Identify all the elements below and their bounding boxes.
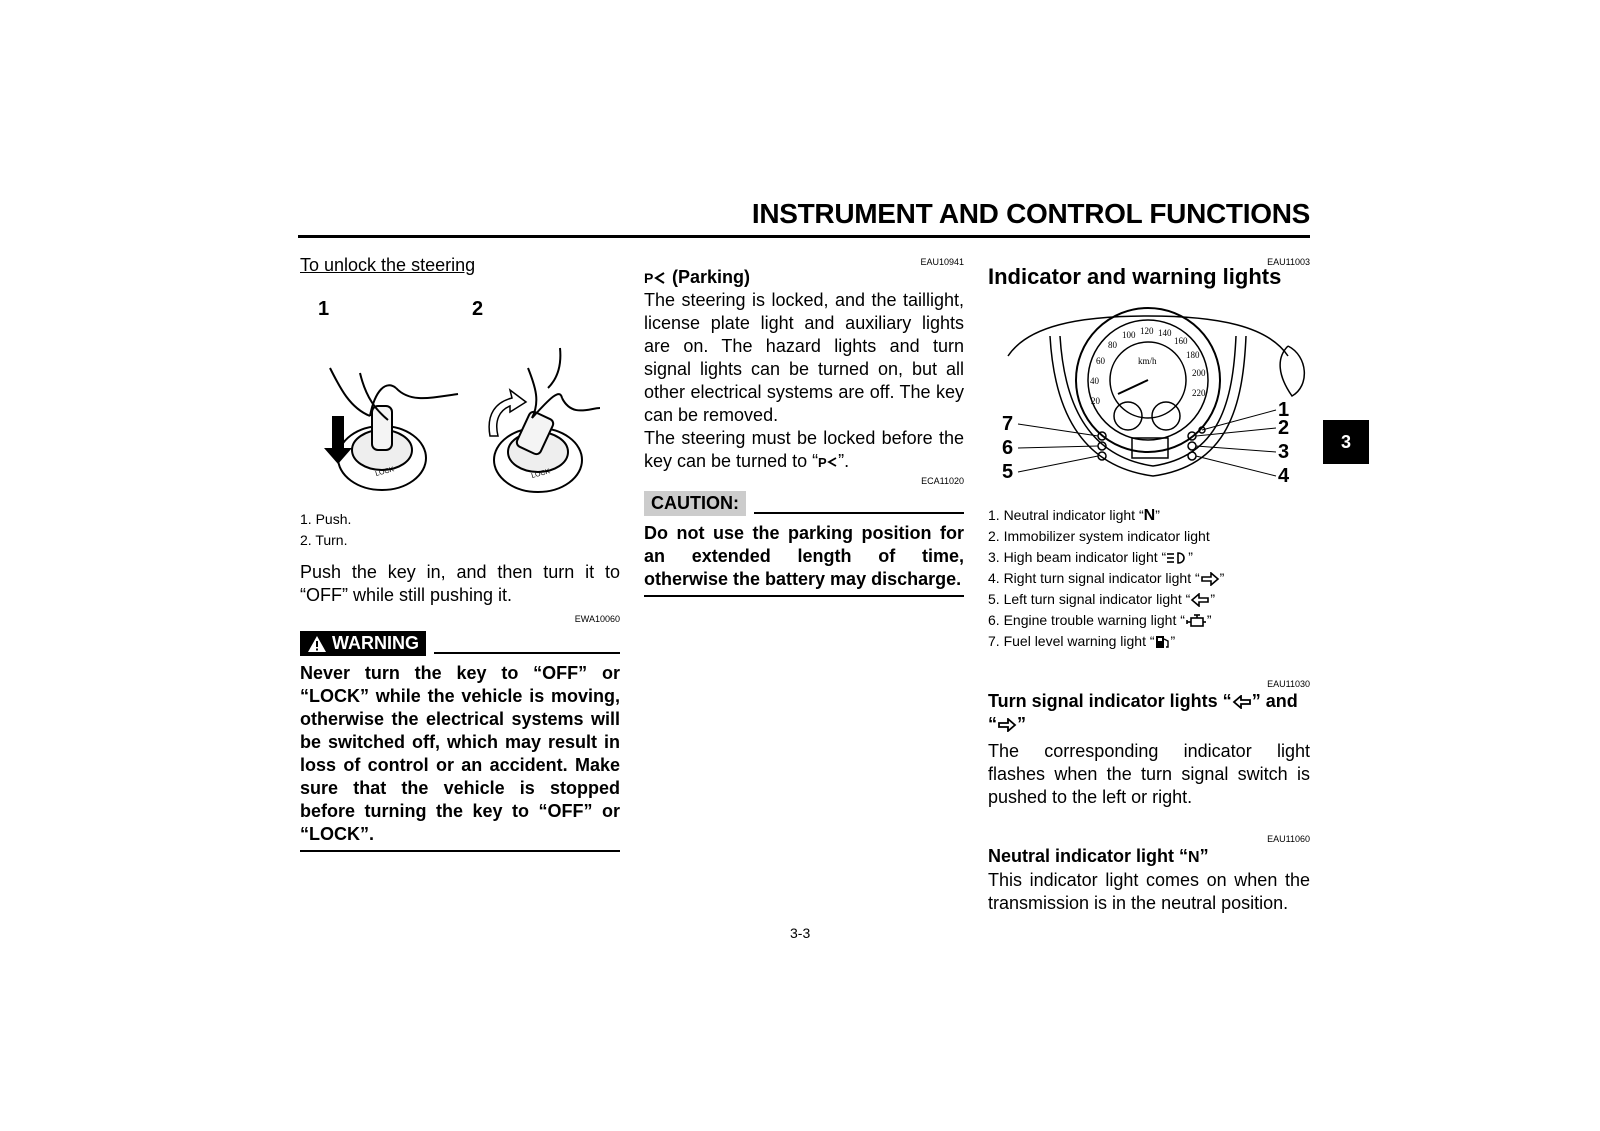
right-arrow-icon: [1200, 572, 1220, 586]
turn-signal-code: EAU11030: [1267, 679, 1310, 689]
turn-title-part: ” and “: [988, 691, 1298, 734]
figure-labels: [300, 298, 620, 328]
neutral-n-icon: N: [1143, 507, 1156, 524]
list-item-end: ”: [1155, 507, 1160, 523]
parking-symbol-p: P: [644, 269, 654, 286]
warning-code: EWA10060: [574, 614, 620, 624]
left-arrow-icon: [1190, 593, 1210, 607]
callout-7: 7: [1002, 413, 1014, 435]
list-item-left-turn: [988, 589, 1310, 610]
caution-text: Do not use the parking position for an extended length of time, otherwise the battery may discharge.: [644, 516, 964, 597]
speed-unit: km/h: [1138, 356, 1157, 366]
high-beam-icon: [1166, 551, 1188, 565]
list-item-high-beam: [988, 547, 1310, 568]
neutral-title-part: Neutral indicator light “: [988, 846, 1189, 866]
indicator-code: EAU11003: [1267, 257, 1310, 267]
middle-column: [644, 250, 964, 597]
caution-badge: CAUTION:: [644, 491, 746, 516]
list-item-engine: [988, 610, 1310, 631]
page-header: [298, 198, 1310, 238]
neutral-text: This indicator light comes on when the transmission is in the neutral position.: [988, 870, 1310, 913]
warning-badge: [300, 631, 426, 656]
key-unlock-illustration: [300, 328, 620, 493]
list-item-text: 4. Right turn signal indicator light “: [988, 570, 1200, 586]
right-column: [988, 250, 1310, 915]
list-item-text: 2. Immobilizer system indicator light: [988, 528, 1210, 544]
neutral-title: [988, 845, 1310, 869]
engine-icon: [1185, 614, 1207, 628]
speed-tick: 60: [1096, 356, 1105, 366]
unlock-steering-subheading: To unlock the steering: [300, 255, 476, 275]
speed-tick: 180: [1186, 350, 1200, 360]
speed-tick: 80: [1108, 340, 1117, 350]
parking-code: EAU10941: [920, 257, 964, 267]
list-item-end: ”: [1188, 549, 1193, 565]
instrument-cluster-illustration: [988, 296, 1310, 496]
parking-heading-text: (Parking): [672, 267, 751, 287]
lock-marking-2: LOCK: [530, 468, 551, 480]
speed-tick: 100: [1122, 330, 1136, 340]
parking-inline-p: P: [818, 455, 827, 470]
parking-symbol-inline-icon: [818, 455, 838, 469]
left-column: [300, 250, 620, 852]
turn-title-part: Turn signal indicator lights “: [988, 691, 1232, 711]
warning-text: Never turn the key to “OFF” or “LOCK” while the vehicle is moving, otherwise the electrical systems will be switched off, which may result in loss of control or an accident. Make sure that the vehicle is stopped before turning the key to “OFF” or “LOCK”.: [300, 656, 620, 852]
neutral-title-part: ”: [1199, 846, 1209, 866]
speed-tick: 220: [1192, 388, 1206, 398]
neutral-code: EAU11060: [1267, 834, 1310, 844]
warning-triangle-icon: [307, 635, 327, 653]
callout-2: 2: [1278, 417, 1290, 439]
caption-push: 1. Push.: [300, 511, 352, 527]
left-arrow-icon: [1232, 695, 1252, 709]
list-item-immobilizer: [988, 526, 1310, 547]
speed-tick: 160: [1174, 336, 1188, 346]
indicator-list: [988, 505, 1310, 652]
figure-label-2: 2: [472, 298, 484, 320]
callout-numbers: [1002, 399, 1290, 487]
caution-rule: [754, 512, 964, 514]
parking-paragraph-2-after: ”.: [838, 451, 850, 471]
turn-signal-text: The corresponding indicator light flashes when the turn signal switch is pushed to the left or right.: [988, 741, 1310, 807]
turn-title-part: ”: [1017, 714, 1026, 734]
list-item-right-turn: [988, 568, 1310, 589]
callout-6: 6: [1002, 437, 1014, 459]
page-number: 3-3: [790, 925, 811, 941]
speed-tick: 140: [1158, 328, 1172, 338]
caution-header: [644, 491, 964, 516]
list-item-end: ”: [1219, 570, 1225, 586]
indicator-section-title: Indicator and warning lights: [988, 264, 1282, 289]
callout-4: 4: [1278, 465, 1290, 487]
parking-symbol-icon: [644, 270, 666, 286]
caution-code: ECA11020: [921, 476, 964, 486]
parking-paragraph-2-before: The steering must be locked before the key can be turned to “: [644, 428, 964, 471]
list-item-text: 7. Fuel level warning light “: [988, 633, 1155, 649]
turn-arrow-icon: [489, 390, 526, 436]
callout-5: 5: [1002, 461, 1014, 483]
parking-heading: [644, 266, 964, 289]
callout-3: 3: [1278, 441, 1290, 463]
parking-paragraph-2: [644, 427, 964, 473]
callout-leaders: [1018, 410, 1276, 476]
list-item-text: 1. Neutral indicator light “: [988, 507, 1144, 523]
figure-label-1: 1: [318, 298, 330, 320]
list-item-end: ”: [1210, 591, 1216, 607]
speed-tick: 20: [1091, 396, 1100, 406]
parking-paragraph-1: The steering is locked, and the taillight, license plate light and auxiliary lights are on. The hazard lights and turn signal lights can be turned on, but all other electrical systems are off. The key can be removed.: [644, 290, 964, 425]
page-title: INSTRUMENT AND CONTROL FUNCTIONS: [751, 198, 1310, 229]
warning-header: [300, 631, 620, 656]
speed-tick: 40: [1090, 376, 1099, 386]
lock-marking-1: LOCK: [374, 466, 395, 478]
speed-tick: 200: [1192, 368, 1206, 378]
list-item-neutral: [988, 505, 1310, 526]
figure-captions: [300, 509, 620, 551]
list-item-end: ”: [1206, 612, 1212, 628]
list-item-text: 6. Engine trouble warning light “: [988, 612, 1185, 628]
list-item-fuel: [988, 631, 1310, 652]
speed-scale: [1090, 326, 1206, 406]
callout-1: 1: [1278, 399, 1290, 421]
right-arrow-icon: [997, 718, 1017, 732]
chapter-tab: 3: [1323, 420, 1369, 464]
fuel-pump-icon: [1155, 635, 1171, 649]
caption-turn: 2. Turn.: [300, 532, 348, 548]
neutral-n-icon: N: [1188, 849, 1200, 866]
list-item-text: 3. High beam indicator light “: [988, 549, 1167, 565]
list-item-end: ”: [1170, 633, 1176, 649]
list-item-text: 5. Left turn signal indicator light “: [988, 591, 1191, 607]
unlock-paragraph: Push the key in, and then turn it to “OFF” while still pushing it.: [300, 562, 620, 605]
speed-tick: 120: [1140, 326, 1154, 336]
turn-signal-title: [988, 690, 1310, 736]
warning-rule: [434, 652, 620, 654]
warning-label: WARNING: [332, 633, 419, 653]
